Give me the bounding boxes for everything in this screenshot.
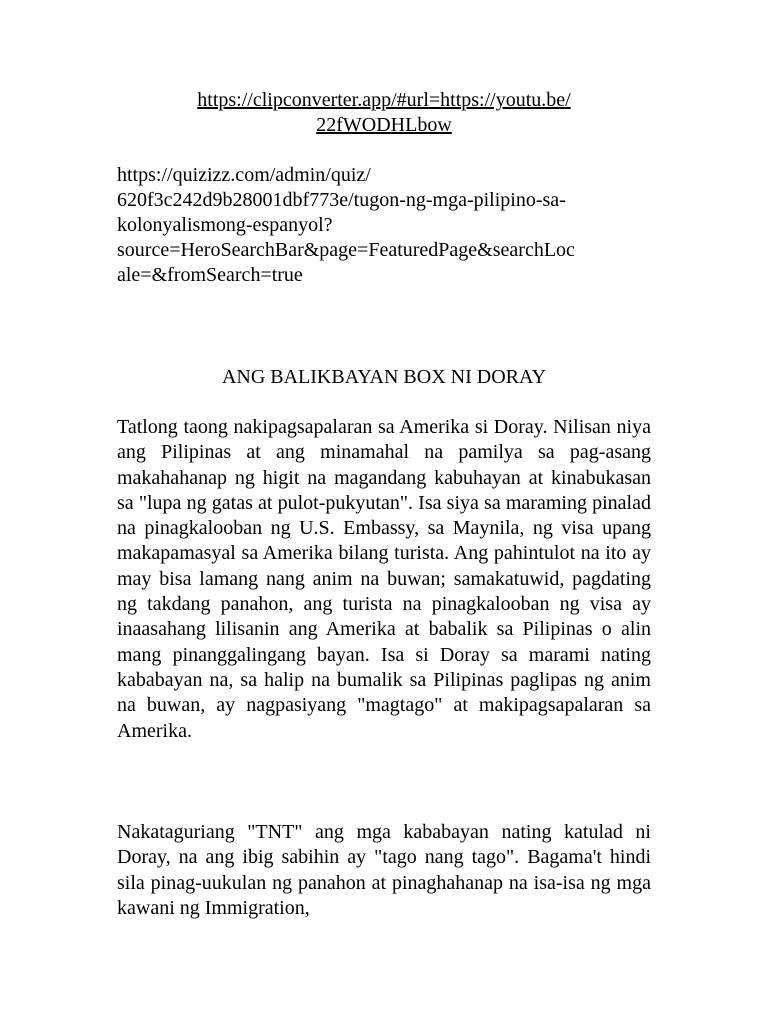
clipconverter-link[interactable] — [0, 88, 768, 138]
quizizz-url-line2: 620f3c242d9b28001dbf773e/tugon-ng-mga-pilipino-sa- — [117, 189, 566, 211]
clipconverter-link-line1[interactable]: https://clipconverter.app/#url=https://youtu.be/ — [197, 89, 571, 111]
clipconverter-link-block — [0, 88, 768, 138]
quizizz-url-line5: ale=&fromSearch=true — [117, 264, 303, 286]
quizizz-url-line1: https://quizizz.com/admin/quiz/ — [117, 164, 371, 186]
clipconverter-link-line2[interactable]: 22fWODHLbow — [316, 114, 452, 136]
story-paragraph-1: Tatlong taong nakipagsapalaran sa Amerika si Doray. Nilisan niya ang Pilipinas at ang minamahal na pamilya sa pag-asang makahahanap ng higit na magandang kabuhayan at kinabukasan sa "lupa ng gatas at pulot-pukyutan". Isa siya sa maraming pinalad na pinagkalooban ng U.S. Embassy, sa Maynila, ng visa upang makapamasyal sa Amerika bilang turista. Ang pahintulot na ito ay may bisa lamang nang anim na buwan; samakatuwid, pagdating ng takdang panahon, ang turista na pinagkalooban ng visa ay inaasahang lilisanin ang Amerika at babalik sa Pilipinas o alin mang pinanggalingang bayan. Isa si Doray sa marami nating kababayan na, sa halip na bumalik sa Pilipinas paglipas ng anim na buwan, ay nagpasiyang "magtago" at makipagsapalaran sa Amerika. — [117, 416, 651, 742]
quizizz-url-line4: source=HeroSearchBar&page=FeaturedPage&searchLoc — [117, 239, 575, 261]
story-title: ANG BALIKBAYAN BOX NI DORAY — [221, 366, 547, 388]
story-paragraph-2: Nakataguriang "TNT" ang mga kababayan nating katulad ni Doray, na ang ibig sabihin ay "tago nang tago". Bagama't hindi sila pinag-uukulan ng panahon at pinaghahanap na isa-isa ng mga kawani ng Immigration, — [117, 821, 651, 919]
quizizz-url-line3: kolonyalismong-espanyol? — [117, 214, 333, 236]
quizizz-url-text — [117, 163, 657, 288]
